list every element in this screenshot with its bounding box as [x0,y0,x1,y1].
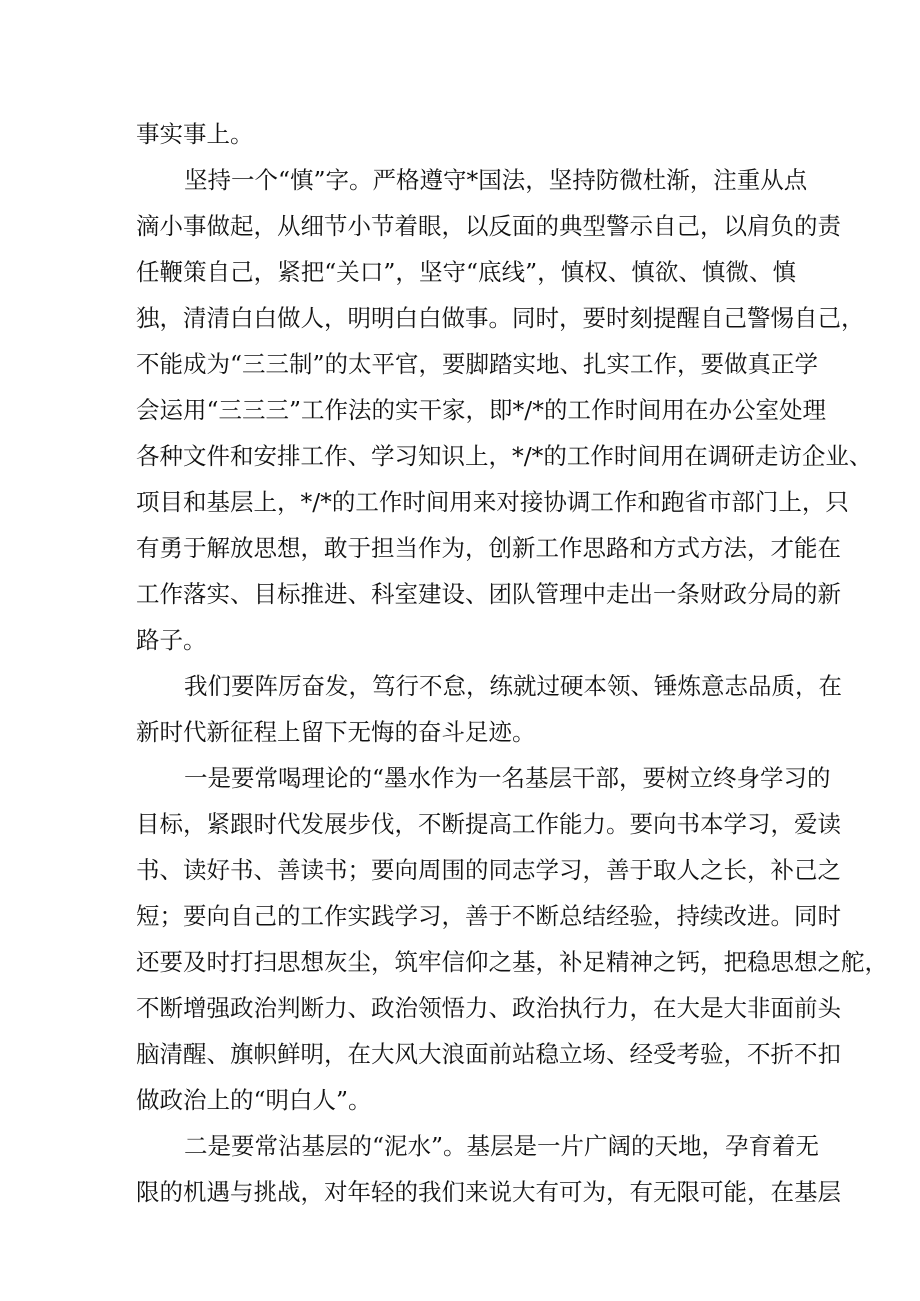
text-line: 书、读好书、善读书；要向周围的同志学习，善于取人之长，补己之 [136,856,841,884]
text-line: 项目和基层上，*/*的工作时间用来对接协调工作和跑省市部门上，只 [136,488,849,516]
text-line: 一是要常喝理论的“墨水作为一名基层干部，要树立终身学习的 [184,764,831,792]
text-line: 工作落实、目标推进、科室建设、团队管理中走出一条财政分局的新 [136,580,841,608]
text-line: 做政治上的“明白人”。 [136,1086,372,1114]
text-line: 不断增强政治判断力、政治领悟力、政治执行力，在大是大非面前头 [136,994,841,1022]
text-line: 目标，紧跟时代发展步伐，不断提高工作能力。要向书本学习，爱读 [136,810,841,838]
text-line: 滴小事做起，从细节小节着眼，以反面的典型警示自己，以肩负的责 [136,212,841,240]
text-line: 各种文件和安排工作、学习知识上，*/*的工作时间用在调研走访企业、 [136,442,873,470]
text-line: 路子。 [136,626,207,654]
text-line: 事实事上。 [136,120,254,148]
text-line: 二是要常沾基层的“泥水”。基层是一片广阔的天地，孕育着无 [184,1132,820,1160]
text-line: 新时代新征程上留下无悔的奋斗足迹。 [136,718,536,746]
text-line: 坚持一个“慎”字。严格遵守*国法，坚持防微杜渐，注重从点 [184,166,808,194]
text-line: 不能成为“三三制”的太平官，要脚踏实地、扎实工作，要做真正学 [136,350,819,378]
text-line: 独，清清白白做人，明明白白做事。同时，要时刻提醒自己警惕自己， [136,304,865,332]
text-line: 我们要阵厉奋发，笃行不怠，练就过硬本领、锤炼意志品质，在 [184,672,842,700]
text-line: 任鞭策自己，紧把“关口”，坚守“底线”，慎权、慎欲、慎微、慎 [136,258,796,286]
text-line: 有勇于解放思想，敢于担当作为，创新工作思路和方式方法，才能在 [136,534,841,562]
text-line: 脑清醒、旗帜鲜明，在大风大浪面前站稳立场、经受考验，不折不扣 [136,1040,841,1068]
text-line: 短；要向自己的工作实践学习，善于不断总结经验，持续改进。同时 [136,902,841,930]
text-line: 还要及时打扫思想灰尘，筑牢信仰之基，补足精神之钙，把稳思想之舵， [136,948,888,976]
text-line: 限的机遇与挑战，对年轻的我们来说大有可为，有无限可能，在基层 [136,1178,841,1206]
text-line: 会运用“三三三”工作法的实干家，即*/*的工作时间用在办公室处理 [136,396,826,424]
